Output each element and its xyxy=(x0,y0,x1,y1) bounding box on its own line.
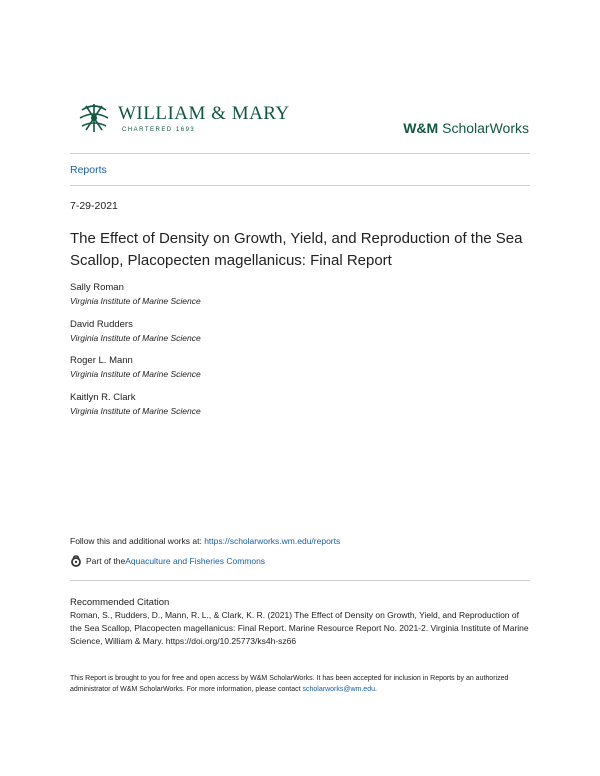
contact-email-link[interactable]: scholarworks@wm.edu xyxy=(302,686,375,693)
repository-name[interactable] xyxy=(403,120,529,136)
repository-name-rest: ScholarWorks xyxy=(438,120,529,136)
part-of-line xyxy=(70,555,265,567)
collection-link[interactable]: Reports xyxy=(70,164,107,176)
author-name: Kaitlyn R. Clark xyxy=(70,392,136,403)
document-title: The Effect of Density on Growth, Yield, and Reproduction of the Sea Scallop, Placopecten magellanicus: Final Report xyxy=(70,230,523,269)
divider xyxy=(70,580,530,581)
access-statement xyxy=(70,673,530,695)
access-statement-end: . xyxy=(374,686,377,693)
institution-name: WILLIAM & MARY xyxy=(118,103,290,124)
access-statement-text: This Report is brought to you for free and open access by W&M ScholarWorks. It has been accepted for inclusion in Reports by an authorized administrator of W&M ScholarWorks. For more information, please contact xyxy=(70,675,509,693)
reports-url-link[interactable]: https://scholarworks.wm.edu/reports xyxy=(204,536,341,546)
author-affiliation: Virginia Institute of Marine Science xyxy=(70,333,201,343)
recommended-citation-text: Roman, S., Rudders, D., Mann, R. L., & Clark, K. R. (2021) The Effect of Density on Growth, Yield, and Reproduction of the Sea Scallop, Placopecten magellanicus: Final Report. Marine Resource Report No. 2021-2. Virginia Institute of Marine Science, William & Mary. https://doi.org/10.25773/ks4h-sz66 xyxy=(70,610,529,646)
author-name: Sally Roman xyxy=(70,282,124,293)
institution-subtitle: CHARTERED 1693 xyxy=(122,127,196,133)
author-affiliation: Virginia Institute of Marine Science xyxy=(70,369,201,379)
follow-prefix: Follow this and additional works at: xyxy=(70,536,205,546)
divider xyxy=(70,153,530,154)
william-mary-crest-icon xyxy=(74,100,114,136)
author-name: David Rudders xyxy=(70,319,133,330)
author-name: Roger L. Mann xyxy=(70,355,133,366)
author-affiliation: Virginia Institute of Marine Science xyxy=(70,296,201,306)
recommended-citation-heading: Recommended Citation xyxy=(70,597,170,608)
divider xyxy=(70,185,530,186)
follow-line xyxy=(70,536,340,546)
publication-date: 7-29-2021 xyxy=(70,200,118,212)
repository-name-bold: W&M xyxy=(403,120,439,136)
part-of-prefix: Part of the xyxy=(86,556,126,566)
commons-link[interactable]: Aquaculture and Fisheries Commons xyxy=(125,556,266,566)
open-access-icon xyxy=(70,555,82,567)
author-affiliation: Virginia Institute of Marine Science xyxy=(70,406,201,416)
